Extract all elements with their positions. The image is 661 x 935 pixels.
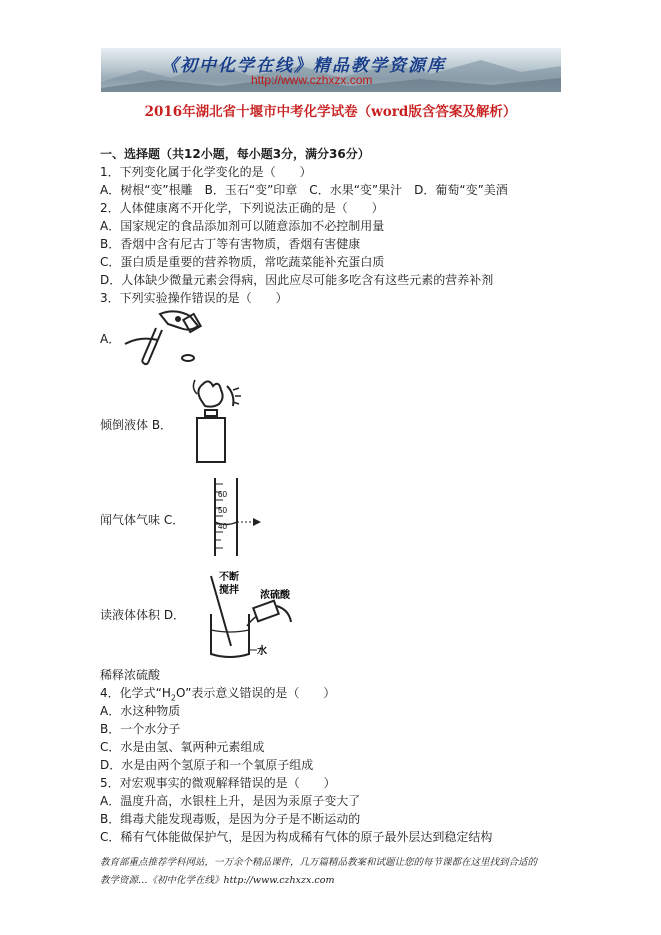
tick-label-40: 40 [218, 522, 227, 531]
q5-stem: 5．对宏观事实的微观解释错误的是（ ） [100, 776, 336, 790]
q3-option-d-caption: 稀释浓硫酸 [100, 668, 161, 682]
diluting-acid-figure [205, 568, 310, 660]
q1-stem: 1．下列变化属于化学变化的是（ ） [100, 165, 312, 179]
q3-option-b-label: 倾倒液体 B． [100, 418, 173, 432]
figure-text-water: 水 [257, 646, 267, 657]
q4-option-d: D．水是由两个氢原子和一个氧原子组成 [100, 758, 314, 772]
q5-option-b: B．缉毒犬能发现毒贩，是因为分子是不断运动的 [100, 812, 361, 826]
header-banner [101, 48, 561, 92]
banner-url-link[interactable]: http://www.czhxzx.com [251, 73, 373, 87]
q2-option-a: A．国家规定的食品添加剂可以随意添加不必控制用量 [100, 219, 385, 233]
banner-title: 《初中化学在线》精品教学资源库 [161, 56, 446, 76]
q4-stem-suffix: O”表示意义错误的是（ ） [175, 686, 336, 700]
q3-option-c-label: 闻气体气味 C． [100, 513, 185, 527]
q2-option-d: D．人体缺少微量元素会得病，因此应尽可能多吃含有这些元素的营养补剂 [100, 273, 494, 287]
q5-option-c: C．稀有气体能做保护气，是因为构成稀有气体的原子最外层达到稳定结构 [100, 830, 493, 844]
graduated-cylinder-figure [205, 478, 267, 556]
q4-stem [100, 684, 335, 702]
q4-stem-subscript: 2 [170, 693, 176, 703]
q1-options: A．树根“变”根雕 B．玉石“变”印章 C．水果“变”果汁 D．葡萄“变”美酒 [100, 183, 508, 197]
q4-stem-prefix: 4．化学式“H [100, 686, 171, 700]
tick-label-50: 50 [218, 506, 227, 515]
q2-option-b: B．香烟中含有尼古丁等有害物质，香烟有害健康 [100, 237, 361, 251]
figure-text-stir-2: 搅拌 [219, 585, 239, 596]
q4-option-a: A．水这种物质 [100, 704, 181, 718]
footer-line-2[interactable]: 教学资源…《初中化学在线》http://www.czhxzx.com [100, 875, 335, 886]
tick-label-60: 60 [218, 490, 227, 499]
document-title: 2016年湖北省十堰市中考化学试卷（word版含答案及解析） [144, 104, 517, 120]
q3-option-d-label: 读液体体积 D． [100, 608, 186, 622]
figure-text-stir-1: 不断 [219, 572, 239, 583]
q5-option-a: A．温度升高，水银柱上升，是因为汞原子变大了 [100, 794, 361, 808]
q3-option-a-label: A． [100, 332, 121, 346]
q3-stem: 3．下列实验操作错误的是（ ） [100, 291, 288, 305]
q4-option-b: B．一个水分子 [100, 722, 181, 736]
figure-text-acid: 浓硫酸 [260, 590, 290, 601]
pouring-liquid-figure [120, 306, 215, 366]
q2-option-c: C．蛋白质是重要的营养物质，常吃蔬菜能补充蛋白质 [100, 255, 385, 269]
q4-option-c: C．水是由氢、氧两种元素组成 [100, 740, 265, 754]
section-heading: 一、选择题（共12小题，每小题3分，满分36分） [100, 147, 370, 161]
q2-stem: 2．人体健康离不开化学，下列说法正确的是（ ） [100, 201, 384, 215]
smelling-gas-figure [183, 372, 243, 467]
footer-line-1: 教育部重点推荐学科网站，一万余个精品课件，几万篇精品教案和试题让您的每节课都在这里找到合适的 [100, 857, 538, 868]
